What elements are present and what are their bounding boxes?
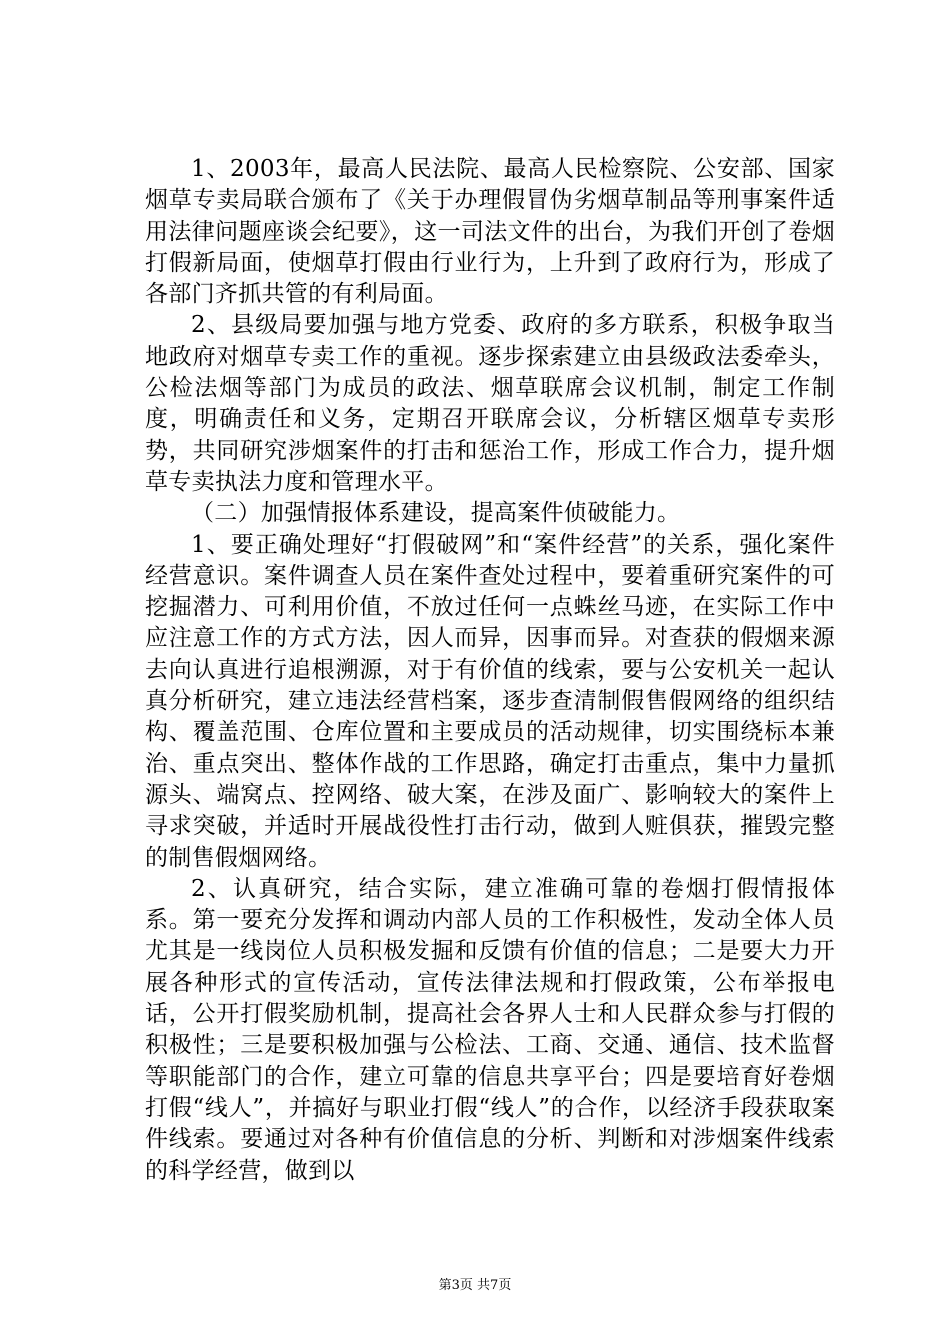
section-heading: （二）加强情报体系建设，提高案件侦破能力。 [191,500,681,527]
paragraph-3: 1、要正确处理好“打假破网”和“案件经营”的关系，强化案件经营意识。案件调查人员在案件查处过程中，要着重研究案件的可挖掘潜力、可利用价值，不放过任何一点蛛丝马迹，在实际工作中应注意工作的方式方法，因人而异，因事而异。对查获的假烟来源去向认真进行追根溯源，对于有价值的线索，要与公安机关一起认真分析研究，建立违法经营档案，逐步查清制假售假网络的组织结构、覆盖范围、仓库位置和主要成员的活动规律，切实围绕标本兼治、重点突出、整体作战的工作思路，确定打击重点，集中力量抓源头、端窝点、控网络、破大案，在涉及面广、影响较大的案件上寻求突破，并适时开展战役性打击行动，做到人赃俱获，摧毁完整的制售假烟网络。 [145,531,835,871]
paragraph-2: 2、县级局要加强与地方党委、政府的多方联系，积极争取当地政府对烟草专卖工作的重视。逐步探索建立由县级政法委牵头，公检法烟等部门为成员的政法、烟草联席会议机制，制定工作制度，明确责任和义务，定期召开联席会议，分析辖区烟草专卖形势，共同研究涉烟案件的打击和惩治工作，形成工作合力，提升烟草专卖执法力度和管理水平。 [145,312,835,495]
page-number-footer: 第3页 共7页 [438,1278,512,1293]
paragraph-1: 1、2003年，最高人民法院、最高人民检察院、公安部、国家烟草专卖局联合颁布了《关于办理假冒伪劣烟草制品等刑事案件适用法律问题座谈会纪要》，这一司法文件的出台，为我们开创了卷烟打假新局面，使烟草打假由行业行为，上升到了政府行为，形成了各部门齐抓共管的有利局面。 [145,156,835,308]
document-body [145,154,835,1187]
paragraph-4: 2、认真研究，结合实际，建立准确可靠的卷烟打假情报体系。第一要充分发挥和调动内部人员的工作积极性，发动全体人员尤其是一线岗位人员积极发掘和反馈有价值的信息；二是要大力开展各种形式的宣传活动，宣传法律法规和打假政策，公布举报电话，公开打假奖励机制，提高社会各界人士和人民群众参与打假的积极性；三是要积极加强与公检法、工商、交通、通信、技术监督等职能部门的合作，建立可靠的信息共享平台；四是要培育好卷烟打假“线人”，并搞好与职业打假“线人”的合作，以经济手段获取案件线索。要通过对各种有价值信息的分析、判断和对涉烟案件线索的科学经营，做到以 [145,875,835,1184]
